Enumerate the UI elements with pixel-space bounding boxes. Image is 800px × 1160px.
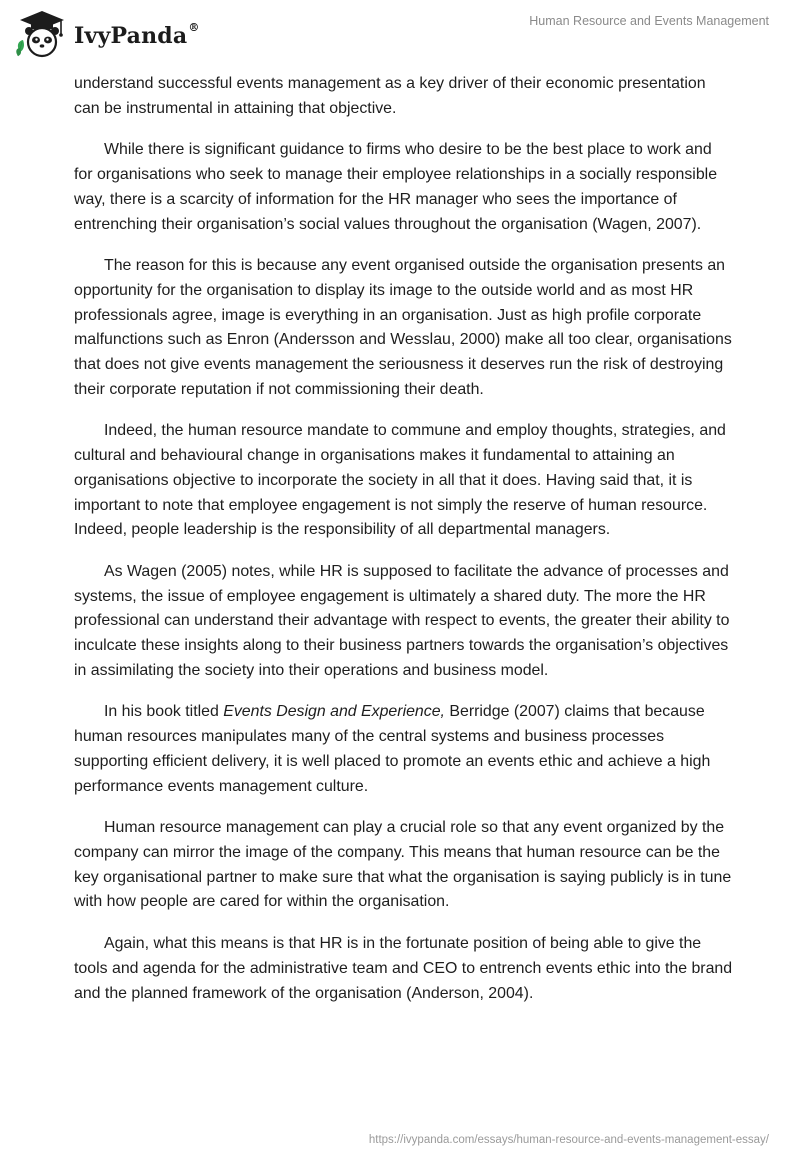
brand-name: IvyPanda® [74, 21, 200, 49]
brand-logo[interactable] [14, 8, 200, 60]
paragraph: While there is significant guidance to firms who desire to be the best place to work and for organisations who seek to manage their employee relationships in a socially responsible way, there is a scarcity of information for the HR manager who sees the importance of entrenching their organisation’s social values throughout the organisation (Wagen, 2007). [74, 141, 718, 233]
source-url-link[interactable]: https://ivypanda.com/essays/human-resource-and-events-management-essay/ [368, 1134, 769, 1146]
paragraph: Indeed, the human resource mandate to commune and employ thoughts, strategies, and cultural and behavioural change in organisations makes it fundamental to attaining an organisations objective to incorporate the society in all that it does. Having said that, it is important to note that employee engagement is not simply the reserve of human resource. Indeed, people leadership is the responsibility of all departmental managers. [74, 422, 726, 539]
document-title: Human Resource and Events Management [529, 14, 769, 28]
paragraph [74, 700, 734, 799]
paragraph: understand successful events management as a key driver of their economic presentation can be instrumental in attaining that objective. [74, 75, 706, 117]
book-title: Events Design and Experience, [223, 703, 445, 721]
paragraph-text: In his book titled [104, 703, 224, 721]
paragraph: Again, what this means is that HR is in the fortunate position of being able to give the tools and agenda for the administrative team and CEO to entrench events ethic into the brand and the planned framework of the organisation (Anderson, 2004). [74, 935, 733, 1002]
paragraph: The reason for this is because any event organised outside the organisation presents an opportunity for the organisation to display its image to the outside world and as most HR professionals agree, image is everything in an organisation. Just as high profile corporate malfunctions such as Enron (Andersson and Wesslau, 2000) make all too clear, organisations that does not give events management the seriousness it deserves run the risk of destroying their corporate reputation if not commissioning their death. [74, 257, 732, 398]
panda-logo-icon [14, 8, 70, 60]
essay-body [74, 72, 734, 1023]
paragraph: Human resource management can play a crucial role so that any event organized by the company can mirror the image of the company. This means that human resource can be the key organisational partner to make sure that what the organisation is saying publicly is in tune with how people are cared for within the organisation. [74, 819, 732, 911]
paragraph: As Wagen (2005) notes, while HR is supposed to facilitate the advance of processes and systems, the issue of employee engagement is ultimately a shared duty. The more the HR professional can understand their advantage with respect to events, the greater their ability to inculcate these insights along to their business partners towards the organisation’s objectives in assimilating the society into their operations and business model. [74, 562, 730, 679]
page-header [0, 0, 800, 64]
registered-mark: ® [188, 21, 200, 34]
paragraph-text: Berridge (2007) claims that because human resources manipulates many of the central systems and business processes supporting efficient delivery, it is well placed to promote an events ethic and achieve a high performance events management culture. [74, 703, 711, 795]
